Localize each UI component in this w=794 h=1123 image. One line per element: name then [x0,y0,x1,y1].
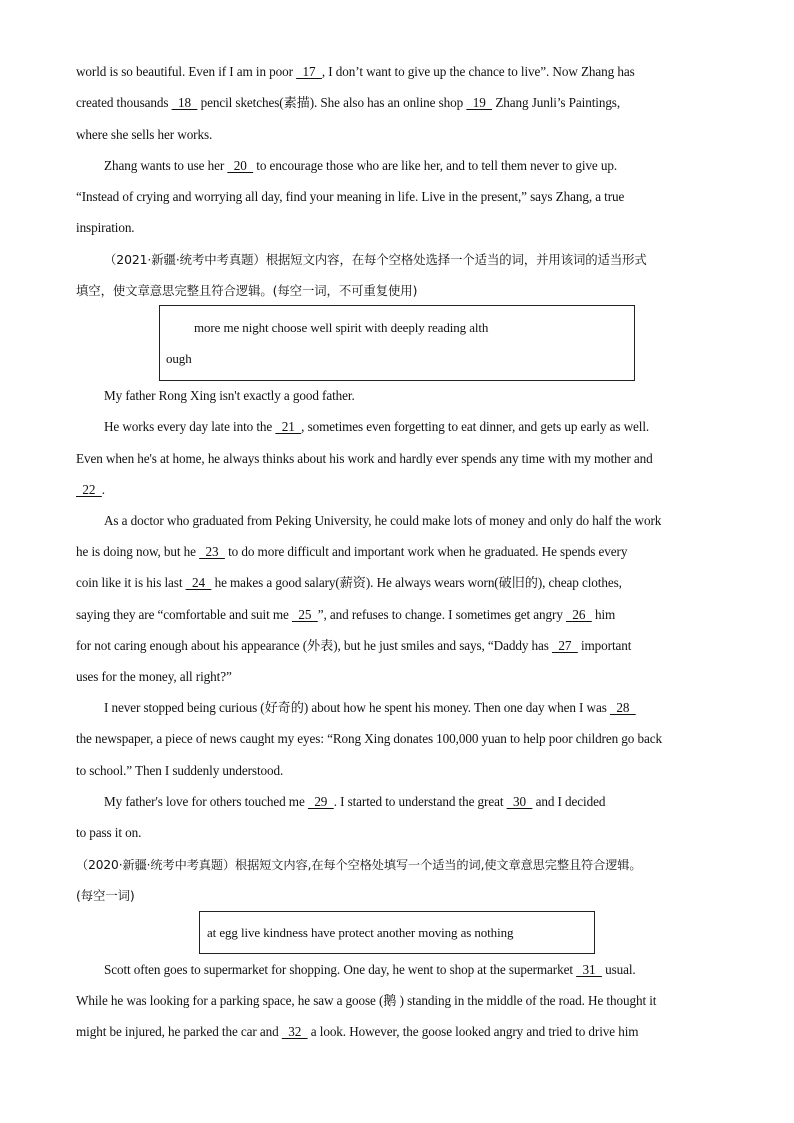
passage-line: the newspaper, a piece of news caught my eyes: “Rong Xing donates 100,000 yuan to help poor children go back [76,731,662,746]
question-instruction: (每空一词) [76,888,135,903]
question-instruction: （2020·新疆·统考中考真题）根据短文内容,在每个空格处填写一个适当的词,使文章意思完整且符合逻辑。 [76,858,642,872]
answer-blank-23[interactable]: 23 [199,544,225,559]
passage-line: 22 . [76,482,105,497]
passage-line: saying they are “comfortable and suit me 25 ”, and refuses to change. I sometimes get angry 26 him [76,607,616,622]
answer-blank-18[interactable]: 18 [171,95,198,110]
answer-blank-19[interactable]: 19 [466,95,493,110]
passage-line: He works every day late into the 21 , sometimes even forgetting to eat dinner, and gets up early as well. [104,419,650,434]
answer-blank-29[interactable]: 29 [307,794,334,809]
passage-line: Zhang wants to use her 20 to encourage those who are like her, and to tell them never to give up. [104,158,618,173]
passage-line: My father Rong Xing isn't exactly a good father. [104,388,355,403]
question-instruction: （2021·新疆·统考中考真题）根据短文内容，在每个空格处选择一个适当的词，并用该词的适当形式 [104,252,647,267]
answer-blank-32[interactable]: 32 [281,1024,308,1039]
passage-line: coin like it is his last 24 he makes a good salary(薪资). He always wears worn(破旧的), cheap clothes, [76,575,622,590]
answer-blank-31[interactable]: 31 [576,962,602,977]
word-bank-box [159,305,635,381]
answer-blank-17[interactable]: 17 [296,64,322,79]
word-bank-words: more me night choose well spirit with deeply reading alth [194,320,489,335]
passage-line: “Instead of crying and worrying all day, find your meaning in life. Live in the present,” says Zhang, a true [76,189,625,204]
answer-blank-25[interactable]: 25 [291,607,318,622]
passage-line: for not caring enough about his appearance (外表), but he just smiles and says, “Daddy has 27 important [76,638,632,653]
passage-line: My father's love for others touched me 29 . I started to understand the great 30 and I decided [104,794,606,809]
passage-line: to school.” Then I suddenly understood. [76,763,284,778]
passage-line: uses for the money, all right?” [76,669,232,684]
passage-line: Scott often goes to supermarket for shopping. One day, he went to shop at the supermarket 31 usual. [104,962,636,977]
passage-line: As a doctor who graduated from Peking University, he could make lots of money and only do half the work [104,513,662,528]
passage-line: While he was looking for a parking space, he saw a goose (鹅 ) standing in the middle of the road. He thought it [76,993,657,1008]
answer-blank-30[interactable]: 30 [506,794,533,809]
passage-line: Even when he's at home, he always thinks about his work and hardly ever spends any time with my mother and [76,451,653,466]
answer-blank-22[interactable]: 22 [76,482,102,497]
answer-blank-26[interactable]: 26 [566,607,592,622]
word-bank-words: at egg live kindness have protect another moving as nothing [207,925,514,940]
word-bank-words: ough [166,351,192,366]
passage-line: to pass it on. [76,825,142,840]
answer-blank-28[interactable]: 28 [609,700,636,715]
answer-blank-20[interactable]: 20 [227,158,254,173]
passage-line: created thousands 18 pencil sketches(素描). She also has an online shop 19 Zhang Junli’s Paintings, [76,95,621,110]
passage-line: world is so beautiful. Even if I am in poor 17 , I don’t want to give up the chance to live”. Now Zhang has [76,64,635,79]
passage-line: might be injured, he parked the car and 32 a look. However, the goose looked angry and tried to drive him [76,1024,639,1039]
passage-line: inspiration. [76,220,135,235]
answer-blank-24[interactable]: 24 [185,575,212,590]
passage-line: where she sells her works. [76,127,213,142]
passage-line: I never stopped being curious (好奇的) about how he spent his money. Then one day when I was 28 [104,700,636,715]
answer-blank-21[interactable]: 21 [275,419,302,434]
answer-blank-27[interactable]: 27 [551,638,578,653]
question-instruction: 填空，使文章意思完整且符合逻辑。(每空一词，不可重复使用) [76,283,418,298]
passage-line: he is doing now, but he 23 to do more difficult and important work when he graduated. He spends every [76,544,628,559]
